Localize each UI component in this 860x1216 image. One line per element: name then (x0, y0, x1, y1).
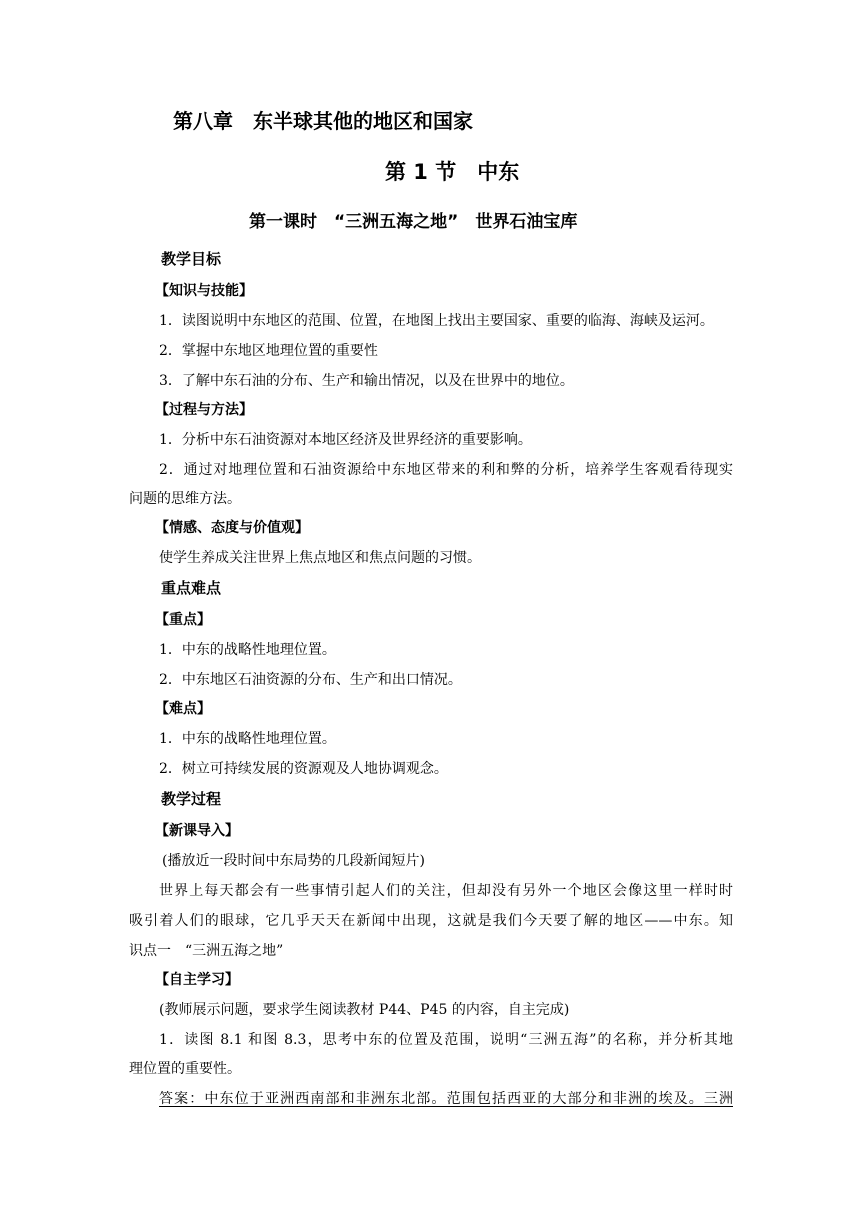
intro-paragraph-line-2: 吸引着人们的眼球，它几乎天天在新闻中出现，这就是我们今天要了解的地区——中东。知 (129, 913, 733, 929)
key-item-1: 1．中东的战略性地理位置。 (159, 642, 336, 658)
knowledge-item-2: 2．掌握中东地区地理位置的重要性 (159, 343, 378, 359)
emotion-item-1: 使学生养成关注世界上焦点地区和焦点问题的习惯。 (159, 550, 481, 566)
question-1-line-2: 理位置的重要性。 (129, 1061, 241, 1077)
answer-line: 答案：中东位于亚洲西南部和非洲东北部。范围包括西亚的大部分和非洲的埃及。三洲 (159, 1091, 733, 1107)
chapter-title: 第八章 东半球其他的地区和国家 (173, 109, 473, 133)
difficult-item-1: 1．中东的战略性地理位置。 (159, 731, 336, 747)
difficult-item-2: 2．树立可持续发展的资源观及人地协调观念。 (159, 761, 448, 777)
tag-difficult-points: 【难点】 (155, 701, 211, 717)
self-study-note: (教师展示问题，要求学生阅读教材 P44、P45 的内容，自主完成) (159, 1002, 570, 1018)
lesson-title: 第一课时 “三洲五海之地” 世界石油宝库 (249, 212, 578, 232)
intro-note: (播放近一段时间中东局势的几段新闻短片) (162, 853, 425, 869)
section-title: 第 1 节 中东 (385, 160, 520, 184)
intro-paragraph-line-1: 世界上每天都会有一些事情引起人们的关注，但却没有另外一个地区会像这里一样时时 (159, 883, 733, 899)
intro-paragraph-line-3: 识点一 “三洲五海之地” (129, 943, 284, 959)
tag-key-points: 【重点】 (155, 612, 211, 628)
process-item-2-line-1: 2．通过对地理位置和石油资源给中东地区带来的利和弊的分析，培养学生客观看待现实 (159, 462, 733, 478)
question-1-line-1: 1．读图 8.1 和图 8.3，思考中东的位置及范围，说明“三洲五海”的名称，并分析其地 (159, 1032, 733, 1048)
knowledge-item-1: 1．读图说明中东地区的范围、位置，在地图上找出主要国家、重要的临海、海峡及运河。 (159, 313, 714, 329)
heading-teaching-process: 教学过程 (161, 790, 222, 808)
tag-self-study: 【自主学习】 (155, 972, 239, 988)
tag-new-lesson-intro: 【新课导入】 (155, 823, 239, 839)
process-item-1: 1．分析中东石油资源对本地区经济及世界经济的重要影响。 (159, 432, 532, 448)
tag-knowledge-skills: 【知识与技能】 (155, 283, 253, 299)
tag-emotion-values: 【情感、态度与价值观】 (155, 520, 309, 536)
key-item-2: 2．中东地区石油资源的分布、生产和出口情况。 (159, 672, 462, 688)
process-item-2-line-2: 问题的思维方法。 (129, 491, 241, 507)
tag-process-methods: 【过程与方法】 (155, 402, 253, 418)
heading-teaching-goals: 教学目标 (161, 250, 222, 268)
knowledge-item-3: 3．了解中东石油的分布、生产和输出情况，以及在世界中的地位。 (159, 373, 574, 389)
heading-key-difficult: 重点难点 (161, 579, 222, 597)
